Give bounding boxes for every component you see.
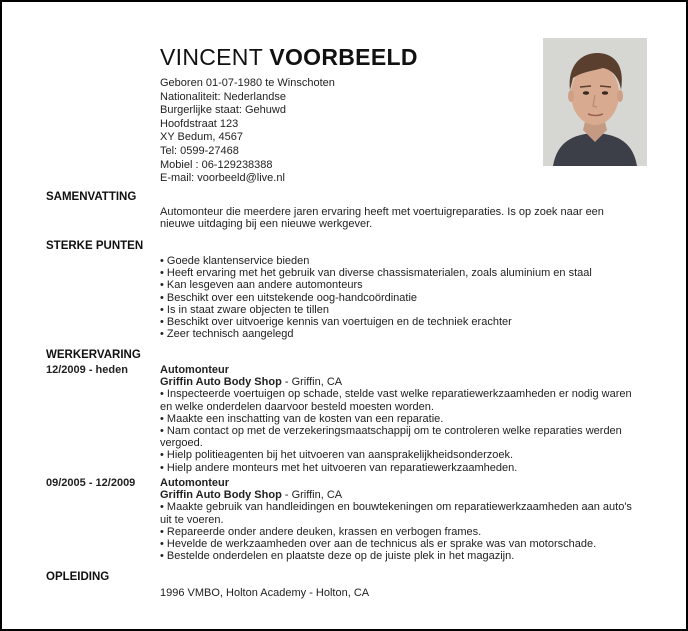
list-item: • Is in staat zware objecten te tillen [160,303,329,316]
job-title: Automonteur [160,477,230,489]
job-company-line [160,489,640,501]
last-name: VOORBEELD [269,44,418,70]
job-title: Automonteur [160,364,230,376]
list-item: • Goede klantenservice bieden [160,255,310,267]
job-bullet: • Hevelde de werkzaamheden over aan de technicus als er sprake was van motorschade. [160,538,597,551]
job-bullet: • Bestelde onderdelen en plaatste deze op de juiste plek in het magazijn. [160,550,515,563]
nationality-line: Nationaliteit: Nederlandse [160,90,286,103]
marital-status-line: Burgerlijke staat: Gehuwd [160,104,286,117]
list-item: • Heeft ervaring met het gebruik van diverse chassismaterialen, zoals aluminium en staal [160,267,592,280]
job-company: Griffin Auto Body Shop [160,489,282,502]
job-bullet: • Hielp andere monteurs met het uitvoeren van reparatiewerkzaamheden. [160,461,518,474]
contact-details [160,77,335,186]
job-entry [160,477,640,562]
job-bullet: • Hielp politieagenten bij het uitvoeren van aansprakelijkheidsonderzoek. [160,449,514,462]
job-dates: 12/2009 - heden [46,364,128,376]
experience-heading: WERKERVARING [46,349,141,361]
list-item: • Beschikt over uitvoerige kennis van voertuigen en de techniek erachter [160,316,512,329]
job-bullet: • Inspecteerde voertuigen op schade, stelde vast welke reparatiewerkzaamheden er nodig waren en welke onderdelen daarvoor besteld moesten worden. [160,388,632,413]
strengths-list [160,255,640,340]
city-line: XY Bedum, 4567 [160,131,243,144]
list-item: • Kan lesgeven aan andere automonteurs [160,279,363,292]
summary-heading: SAMENVATTING [46,191,137,203]
job-bullet: • Repareerde onder andere deuken, krassen en verbogen frames. [160,525,482,538]
list-item: • Zeer technisch aangelegd [160,328,294,341]
birth-line: Geboren 01-07-1980 te Winschoten [160,77,335,89]
candidate-name [160,44,418,71]
phone-line: Tel: 0599-27468 [160,144,239,157]
first-name: VINCENT [160,44,263,70]
summary-text: Automonteur die meerdere jaren ervaring heeft met voertuigreparaties. Is op zoek naar een nieuwe uitdaging bij een nieuwe werkgever. [160,206,604,231]
job-bullet: • Maakte gebruik van handleidingen en bouwtekeningen om reparatiewerkzaamheden aan auto's uit te voeren. [160,501,632,526]
job-location: - Griffin, CA [281,376,343,389]
job-location: - Griffin, CA [281,489,343,502]
street-line: Hoofdstraat 123 [160,117,239,130]
email-line: E-mail: voorbeeld@live.nl [160,172,285,185]
job-company: Griffin Auto Body Shop [160,376,282,389]
education-text: 1996 VMBO, Holton Academy - Holton, CA [160,587,370,599]
strengths-heading: STERKE PUNTEN [46,240,144,252]
education-heading: OPLEIDING [46,571,110,583]
job-entry [160,364,640,474]
job-company-line [160,376,640,388]
job-bullet: • Maakte een inschatting van de kosten van een reparatie. [160,412,444,425]
profile-photo [543,38,647,166]
job-dates: 09/2005 - 12/2009 [46,477,136,489]
list-item: • Beschikt over een uitstekende oog-handcoördinatie [160,291,418,304]
job-bullet: • Nam contact op met de verzekeringsmaatschappij om te controleren welke reparaties werden vergoed. [160,425,622,450]
mobile-line: Mobiel : 06-129238388 [160,158,273,171]
